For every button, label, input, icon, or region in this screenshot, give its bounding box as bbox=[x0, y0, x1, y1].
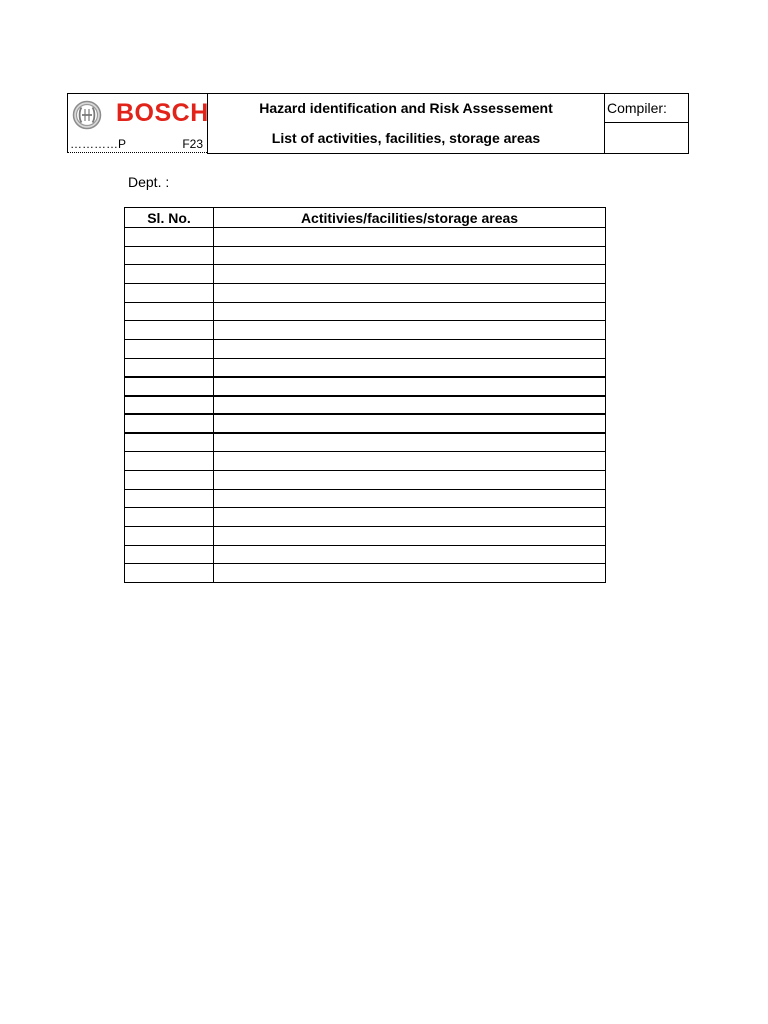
sl-no-cell[interactable] bbox=[125, 564, 214, 583]
column-header-activities: Actitivies/facilities/storage areas bbox=[214, 208, 606, 228]
activity-cell[interactable] bbox=[214, 527, 606, 546]
table-row bbox=[125, 564, 606, 583]
table-row bbox=[125, 527, 606, 546]
sl-no-cell[interactable] bbox=[125, 246, 214, 265]
sl-no-cell[interactable] bbox=[125, 470, 214, 489]
activity-cell[interactable] bbox=[214, 377, 606, 396]
sl-no-cell[interactable] bbox=[125, 302, 214, 321]
compiler-divider bbox=[604, 122, 688, 123]
logo-cell bbox=[67, 93, 207, 153]
activity-cell[interactable] bbox=[214, 470, 606, 489]
sl-no-cell[interactable] bbox=[125, 321, 214, 340]
sl-no-cell[interactable] bbox=[125, 340, 214, 359]
activity-cell[interactable] bbox=[214, 340, 606, 359]
table-row bbox=[125, 358, 606, 377]
activity-cell[interactable] bbox=[214, 321, 606, 340]
document-subtitle: List of activities, facilities, storage areas bbox=[271, 130, 541, 146]
table-row bbox=[125, 228, 606, 247]
sl-no-cell[interactable] bbox=[125, 414, 214, 433]
activity-cell[interactable] bbox=[214, 284, 606, 303]
document-header bbox=[67, 93, 689, 154]
activity-cell[interactable] bbox=[214, 452, 606, 471]
activity-cell[interactable] bbox=[214, 564, 606, 583]
sl-no-cell[interactable] bbox=[125, 508, 214, 527]
activity-cell[interactable] bbox=[214, 508, 606, 527]
activity-cell[interactable] bbox=[214, 433, 606, 452]
sl-no-cell[interactable] bbox=[125, 452, 214, 471]
table-row bbox=[125, 246, 606, 265]
form-code: F23 bbox=[182, 137, 203, 151]
table-row bbox=[125, 508, 606, 527]
table-row bbox=[125, 470, 606, 489]
bosch-armature-icon bbox=[72, 100, 102, 130]
sl-no-cell[interactable] bbox=[125, 284, 214, 303]
activity-cell[interactable] bbox=[214, 414, 606, 433]
brand-logo-text: BOSCH bbox=[116, 99, 209, 127]
table-row bbox=[125, 489, 606, 508]
activity-cell[interactable] bbox=[214, 265, 606, 284]
activity-cell[interactable] bbox=[214, 246, 606, 265]
sl-no-cell[interactable] bbox=[125, 228, 214, 247]
sl-no-cell[interactable] bbox=[125, 377, 214, 396]
activity-cell[interactable] bbox=[214, 302, 606, 321]
title-cell bbox=[207, 93, 605, 154]
table-row bbox=[125, 265, 606, 284]
table-body bbox=[125, 228, 606, 583]
table-row bbox=[125, 321, 606, 340]
sl-no-cell[interactable] bbox=[125, 433, 214, 452]
activity-cell[interactable] bbox=[214, 545, 606, 564]
table-row bbox=[125, 545, 606, 564]
table-row bbox=[125, 302, 606, 321]
sl-no-cell[interactable] bbox=[125, 527, 214, 546]
activity-cell[interactable] bbox=[214, 358, 606, 377]
table-row bbox=[125, 284, 606, 303]
dotted-divider bbox=[68, 152, 207, 153]
activity-cell[interactable] bbox=[214, 489, 606, 508]
table-row bbox=[125, 377, 606, 396]
activity-cell[interactable] bbox=[214, 396, 606, 415]
compiler-label: Compiler: bbox=[607, 100, 667, 116]
activities-table bbox=[124, 207, 606, 583]
sl-no-cell[interactable] bbox=[125, 396, 214, 415]
compiler-cell bbox=[604, 93, 689, 154]
table-row bbox=[125, 433, 606, 452]
column-header-sl-no: Sl. No. bbox=[125, 208, 214, 228]
sl-no-cell[interactable] bbox=[125, 358, 214, 377]
sl-no-cell[interactable] bbox=[125, 489, 214, 508]
table-row bbox=[125, 340, 606, 359]
table-row bbox=[125, 414, 606, 433]
table-header-row bbox=[125, 208, 606, 228]
table-row bbox=[125, 452, 606, 471]
document-title: Hazard identification and Risk Assessement bbox=[259, 100, 553, 116]
sl-no-cell[interactable] bbox=[125, 545, 214, 564]
dept-label: Dept. : bbox=[128, 174, 170, 190]
table-row bbox=[125, 396, 606, 415]
activity-cell[interactable] bbox=[214, 228, 606, 247]
doc-reference: …………P bbox=[70, 137, 127, 151]
sl-no-cell[interactable] bbox=[125, 265, 214, 284]
